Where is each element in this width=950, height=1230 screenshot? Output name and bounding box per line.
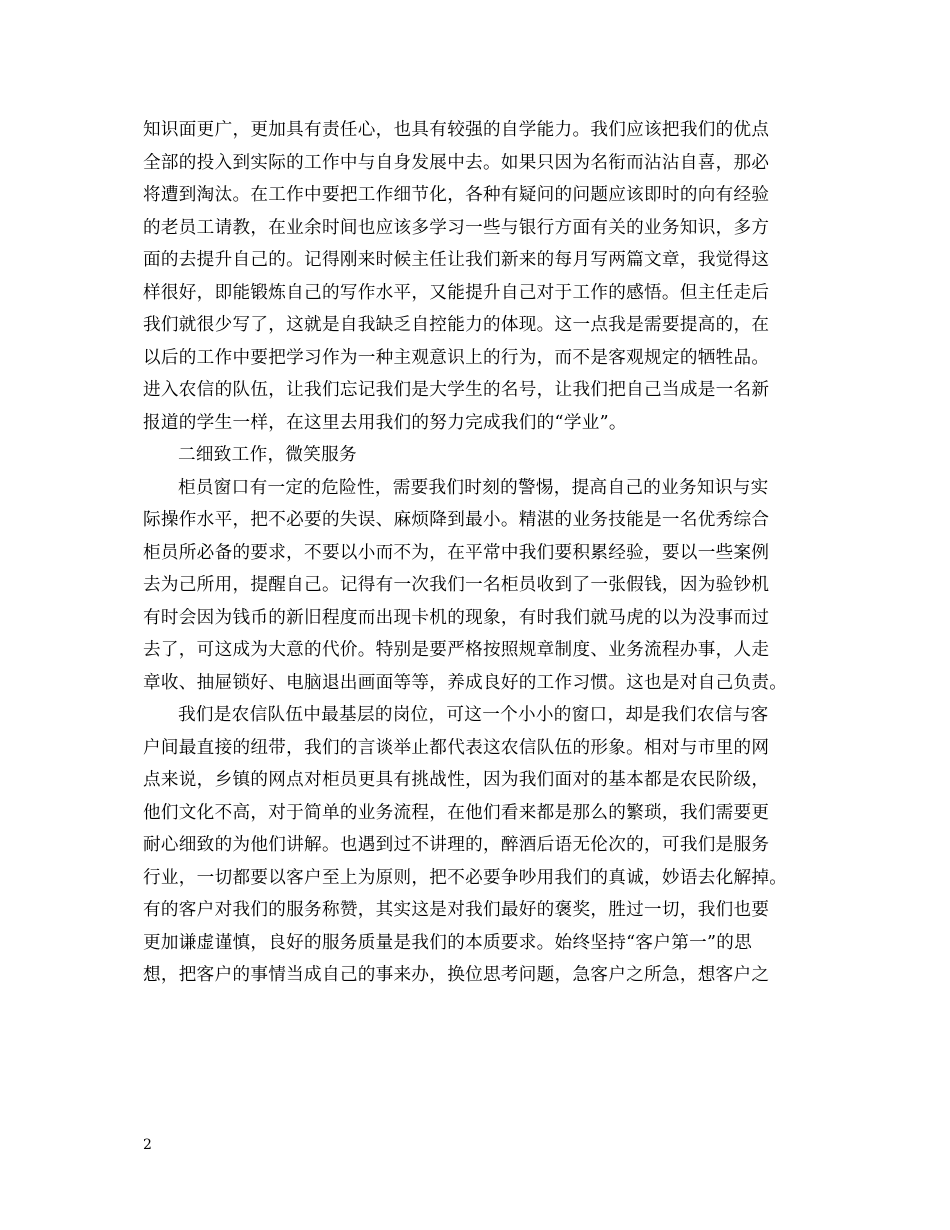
text-line: 有时会因为钱币的新旧程度而出现卡机的现象，有时我们就马虎的以为没事而过 <box>143 607 770 628</box>
text-line: 柜员所必备的要求，不要以小而不为，在平常中我们要积累经验，要以一些案例 <box>143 542 770 563</box>
text-line: 更加谦虚谨慎，良好的服务质量是我们的本质要求。始终坚持“客户第一”的思 <box>143 932 753 953</box>
text-line: 耐心细致的为他们讲解。也遇到过不讲理的，醉酒后语无伦次的，可我们是服务 <box>143 835 770 855</box>
text-line: 将遭到淘汰。在工作中要把工作细节化，各种有疑问的问题应该即时的向有经验 <box>143 185 770 205</box>
text-line: 面的去提升自己的。记得刚来时候主任让我们新来的每月写两篇文章，我觉得这 <box>143 250 770 270</box>
text-line: 报道的学生一样，在这里去用我们的努力完成我们的“学业”。 <box>143 412 627 433</box>
text-line: 知识面更广，更加具有责任心，也具有较强的自学能力。我们应该把我们的优点 <box>143 120 770 140</box>
text-line: 行业，一切都要以客户至上为原则，把不必要争吵用我们的真诚，妙语去化解掉。 <box>143 867 788 888</box>
text-line: 有的客户对我们的服务称赞，其实这是对我们最好的褒奖，胜过一切，我们也要 <box>143 900 770 920</box>
text-line: 样很好，即能锻炼自己的写作水平，又能提升自己对于工作的感悟。但主任走后 <box>143 282 770 303</box>
text-line: 二细致工作，微笑服务 <box>178 445 357 465</box>
text-line: 以后的工作中要把学习作为一种主观意识上的行为，而不是客观规定的牺牲品。 <box>143 347 770 368</box>
page-number: 2 <box>143 1137 152 1153</box>
text-line: 我们就很少写了，这就是自我缺乏自控能力的体现。这一点我是需要提高的，在 <box>143 315 770 335</box>
text-line: 想，把客户的事情当成自己的事来办，换位思考问题，急客户之所急，想客户之 <box>143 965 770 985</box>
text-line: 去为己所用，提醒自己。记得有一次我们一名柜员收到了一张假钱，因为验钞机 <box>143 575 770 595</box>
text-line: 进入农信的队伍，让我们忘记我们是大学生的名号，让我们把自己当成是一名新 <box>143 380 770 400</box>
text-line: 际操作水平，把不必要的失误、麻烦降到最小。精湛的业务技能是一名优秀综合 <box>143 510 770 530</box>
text-line: 他们文化不高，对于简单的业务流程，在他们看来都是那么的繁琐，我们需要更 <box>143 802 770 823</box>
text-line: 点来说，乡镇的网点对柜员更具有挑战性，因为我们面对的基本都是农民阶级， <box>143 770 770 790</box>
body-text <box>143 114 823 992</box>
text-line: 户间最直接的纽带，我们的言谈举止都代表这农信队伍的形象。相对与市里的网 <box>143 737 770 758</box>
text-line: 章收、抽屉锁好、电脑退出画面等等，养成良好的工作习惯。这也是对自己负责。 <box>143 672 788 693</box>
text-line: 柜员窗口有一定的危险性，需要我们时刻的警惕，提高自己的业务知识与实 <box>178 477 769 498</box>
text-line: 去了，可这成为大意的代价。特别是要严格按照规章制度、业务流程办事，人走 <box>143 640 770 660</box>
text-line: 全部的投入到实际的工作中与自身发展中去。如果只因为名衔而沾沾自喜，那必 <box>143 152 770 173</box>
text-line: 我们是农信队伍中最基层的岗位，可这一个小小的窗口，却是我们农信与客 <box>178 705 769 725</box>
text-line: 的老员工请教，在业余时间也应该多学习一些与银行方面有关的业务知识，多方 <box>143 217 770 238</box>
